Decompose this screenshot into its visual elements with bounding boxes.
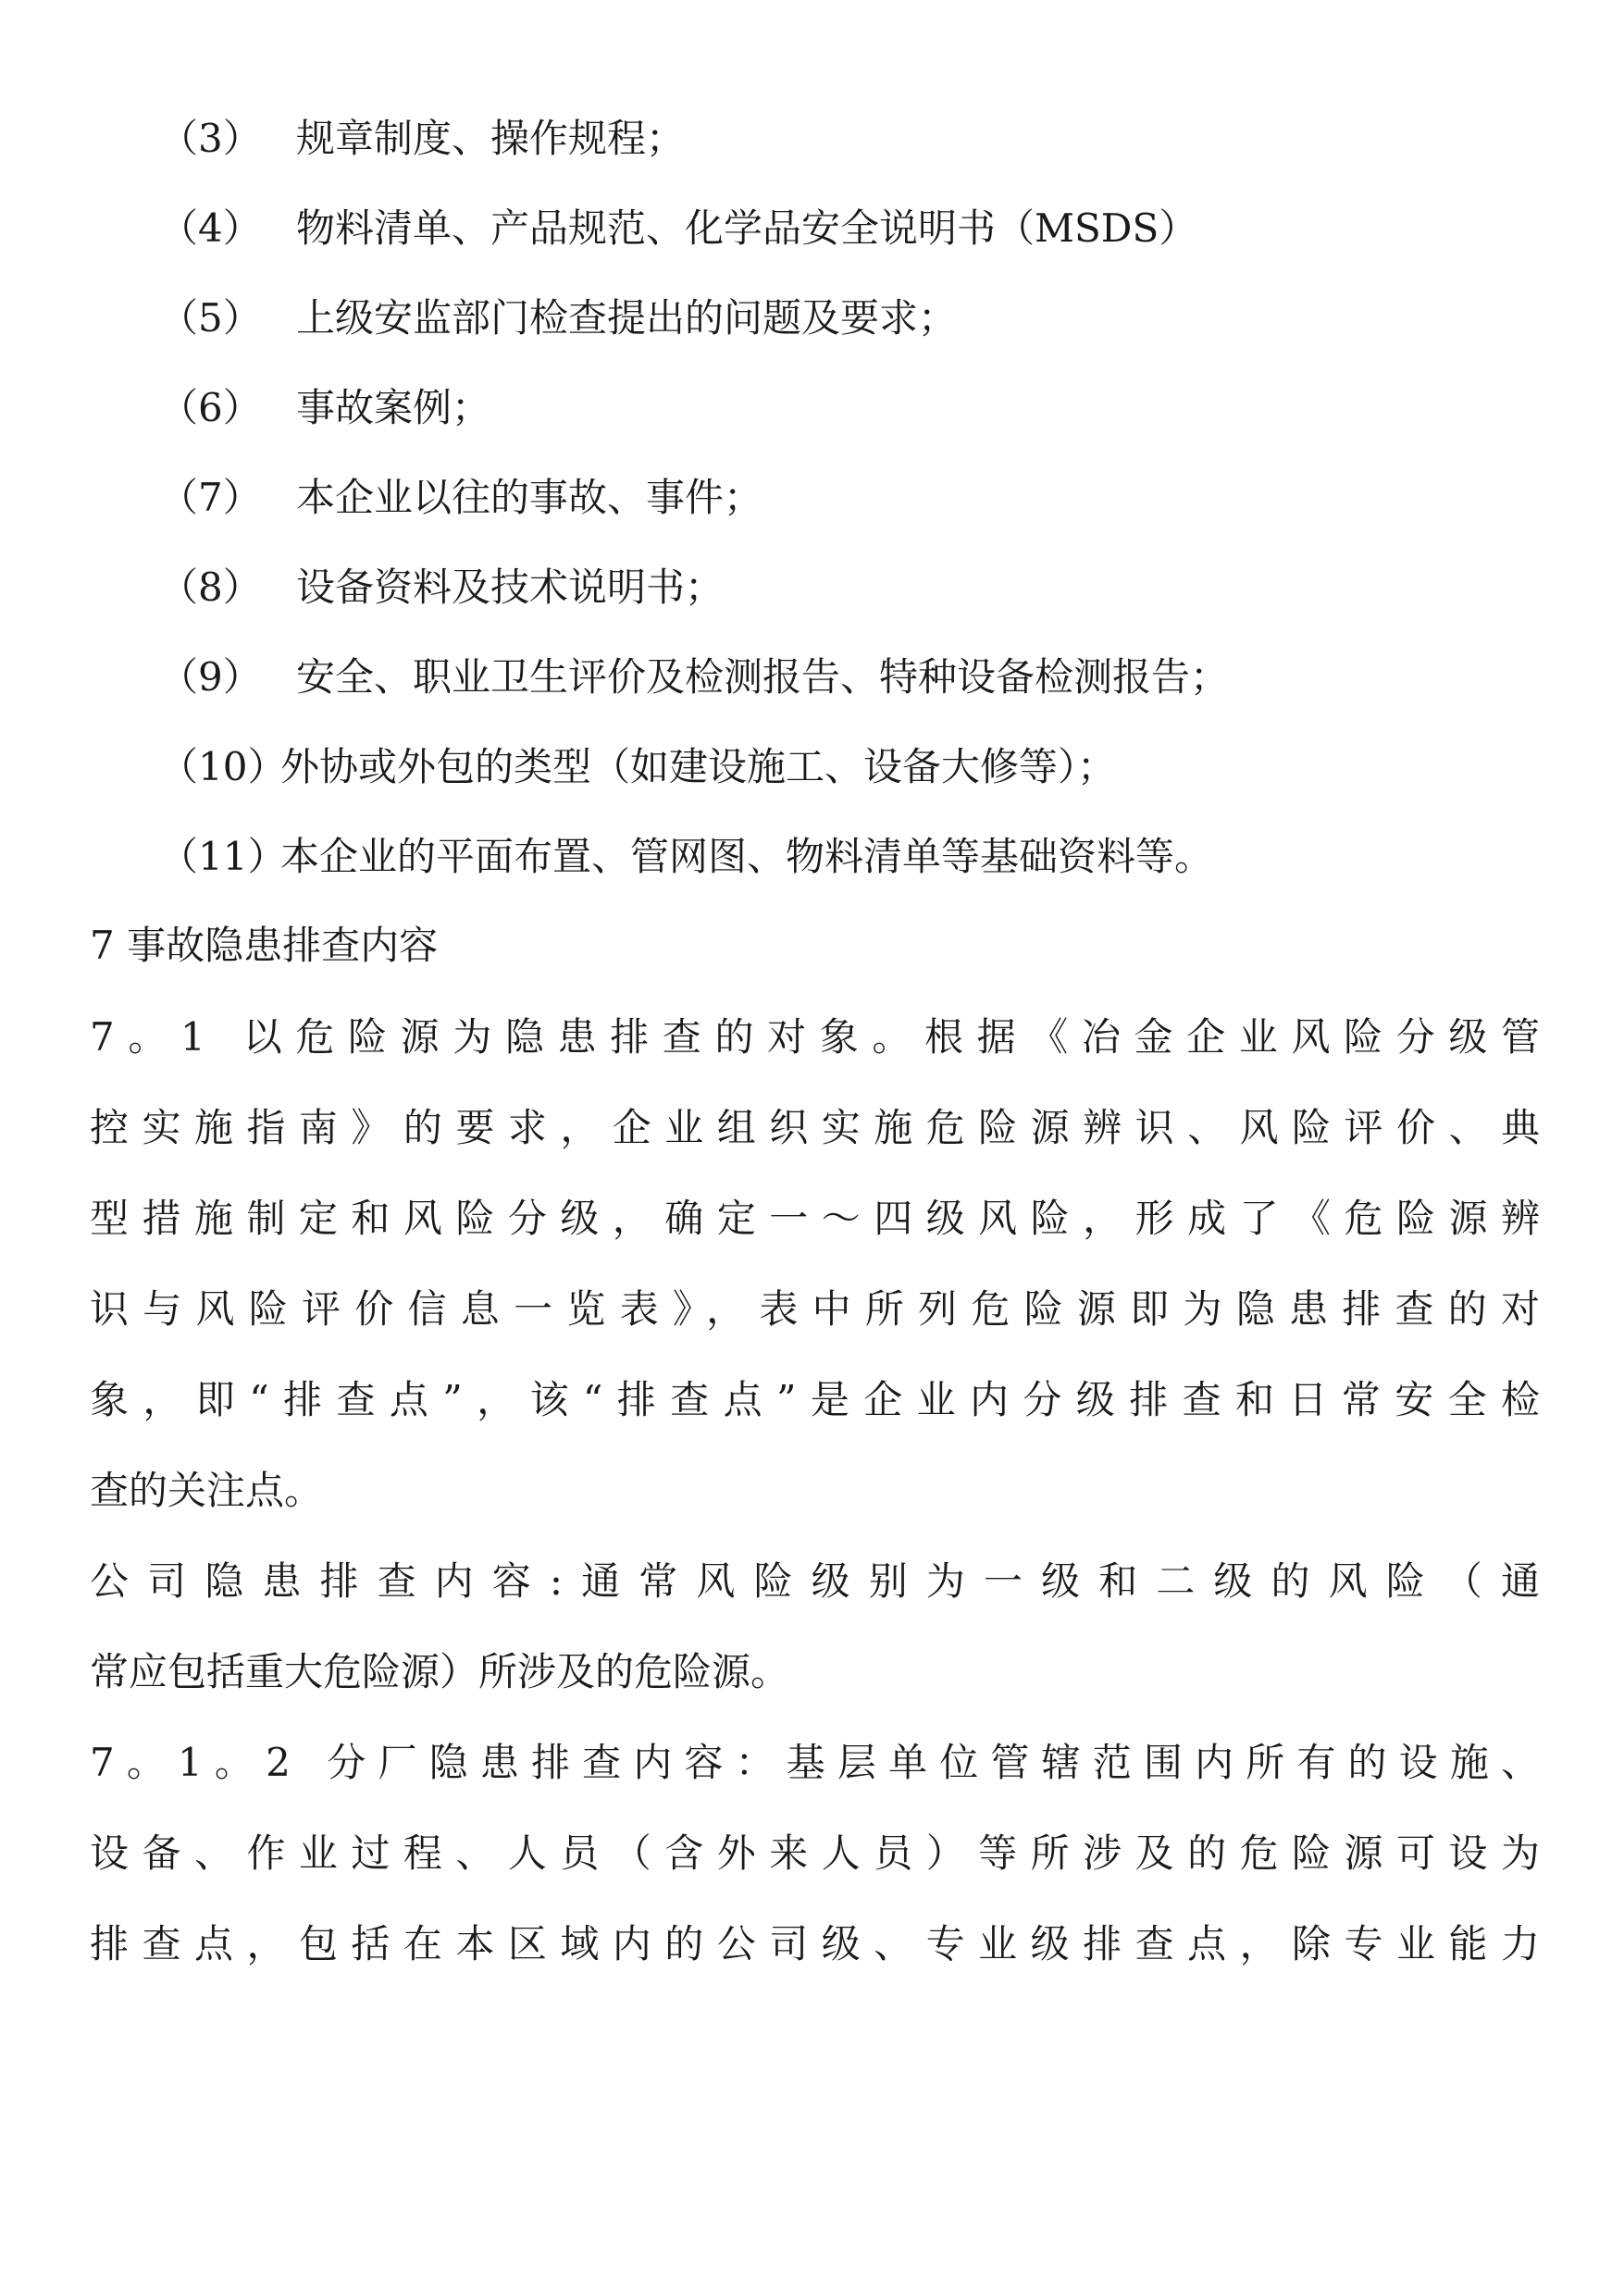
list-item-text: 物料清单、产品规范、化学品安全说明书（MSDS）	[296, 205, 1198, 251]
list-item-text: 本企业以往的事故、事件；	[296, 475, 763, 520]
list-item-number: （11）	[159, 834, 287, 879]
list-item-number: （8）	[159, 564, 262, 610]
paragraph-line: 查的关注点。	[90, 1468, 324, 1513]
paragraph-line: 设备、作业过程、人员（含外来人员）等所涉及的危险源可设为	[90, 1830, 1552, 1876]
section-heading: 7 事故隐患排查内容	[90, 923, 439, 968]
paragraph-company	[90, 1536, 1552, 1718]
list-item-number: （4）	[159, 205, 262, 251]
list-item-number: （9）	[159, 654, 262, 700]
list-item-text: 规章制度、操作规程；	[296, 116, 686, 161]
list-item-text: 本企业的平面布置、管网图、物料清单等基础资料等。	[280, 834, 1214, 879]
paragraph-line: 控实施指南》的要求，企业组织实施危险源辨识、风险评价、典	[90, 1105, 1552, 1150]
list-item-number: （10）	[159, 744, 287, 789]
paragraph-7-1-2	[90, 1718, 1552, 1990]
list-item-text: 安全、职业卫生评价及检测报告、特种设备检测报告；	[296, 654, 1230, 700]
paragraph-line: 常应包括重大危险源）所涉及的危险源。	[90, 1649, 790, 1694]
paragraph-line: 象，即“排查点”，该“排查点”是企业内分级排查和日常安全检	[90, 1377, 1552, 1422]
list-item-text: 设备资料及技术说明书；	[296, 564, 725, 610]
list-item-text: 外协或外包的类型（如建设施工、设备大修等）；	[280, 744, 1117, 789]
paragraph-line: 公司隐患排查内容:通常风险级别为一级和二级的风险（通	[90, 1558, 1552, 1604]
paragraph-line: 7。1 以危险源为隐患排查的对象。根据《冶金企业风险分级管	[90, 1014, 1552, 1060]
list-item-number: （3）	[159, 116, 262, 161]
paragraph-line: 排查点，包括在本区域内的公司级、专业级排查点，除专业能力	[90, 1921, 1552, 1966]
list-item-text: 事故案例；	[296, 385, 491, 430]
paragraph-line: 7。1。2 分厂隐患排查内容：基层单位管辖范围内所有的设施、	[90, 1740, 1552, 1785]
paragraph-line: 型措施制定和风险分级，确定一〜四级风险，形成了《危险源辨	[90, 1196, 1552, 1241]
paragraph-7-1	[90, 992, 1552, 1536]
list-item-number: （5）	[159, 295, 262, 341]
paragraph-line: 识与风险评价信息一览表》，表中所列危险源即为隐患排查的对	[90, 1286, 1552, 1332]
list-item-number: （6）	[159, 385, 262, 430]
list-item-text: 上级安监部门检查提出的问题及要求；	[296, 295, 958, 341]
list-item-number: （7）	[159, 475, 262, 520]
